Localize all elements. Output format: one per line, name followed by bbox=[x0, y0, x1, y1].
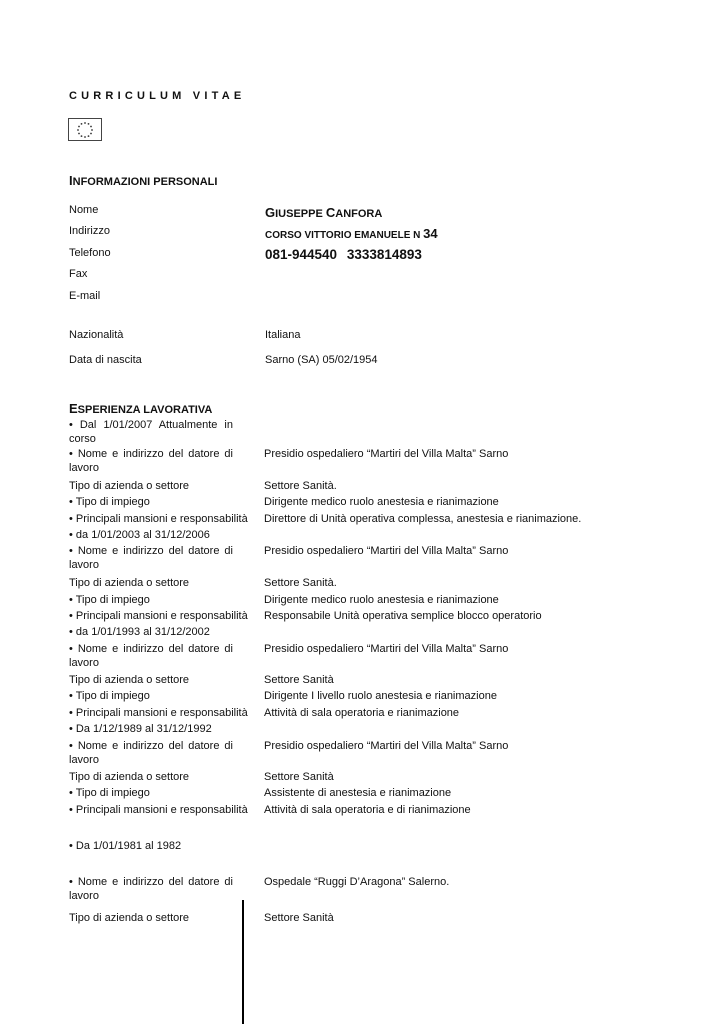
experience-value: Presidio ospedaliero “Martiri del Villa Malta” Sarno bbox=[264, 545, 509, 557]
experience-value: Settore Sanità. bbox=[264, 577, 337, 589]
experience-label: • Principali mansioni e responsabilità bbox=[69, 610, 248, 622]
experience-label: • Dal 1/01/2007 Attualmente in corso bbox=[69, 419, 233, 445]
nazionalita-value: Italiana bbox=[265, 329, 301, 341]
indirizzo-value: CORSO VITTORIO EMANUELE N 34 bbox=[265, 226, 438, 241]
experience-label: • Da 1/12/1989 al 31/12/1992 bbox=[69, 723, 212, 735]
document-title: CURRICULUM VITAE bbox=[69, 90, 246, 102]
experience-value: Direttore di Unità operativa complessa, anestesia e rianimazione. bbox=[264, 513, 582, 525]
experience-value: Dirigente medico ruolo anestesia e rianimazione bbox=[264, 496, 499, 508]
experience-label: Tipo di azienda o settore bbox=[69, 912, 190, 924]
experience-value: Attività di sala operatoria e rianimazione bbox=[264, 707, 460, 719]
nascita-value: Sarno (SA) 05/02/1954 bbox=[265, 354, 378, 366]
eu-stars-icon bbox=[69, 119, 101, 140]
indirizzo-label: Indirizzo bbox=[69, 225, 110, 237]
experience-label: • Principali mansioni e responsabilità bbox=[69, 513, 248, 525]
experience-value: Presidio ospedaliero “Martiri del Villa Malta” Sarno bbox=[264, 643, 509, 655]
experience-value: Settore Sanità bbox=[264, 674, 334, 686]
fax-label: Fax bbox=[69, 268, 88, 280]
telefono-value: 081-944540 3333814893 bbox=[265, 247, 422, 262]
experience-label: • Nome e indirizzo del datore di lavoro bbox=[69, 876, 233, 902]
experience-value: Settore Sanità bbox=[264, 771, 334, 783]
experience-value: Settore Sanità. bbox=[264, 480, 337, 492]
telefono-label: Telefono bbox=[69, 247, 111, 259]
experience-value: Presidio ospedaliero “Martiri del Villa Malta” Sarno bbox=[264, 740, 509, 752]
eu-flag-icon bbox=[68, 118, 102, 141]
nome-value: GIUSEPPE CANFORA bbox=[265, 205, 383, 220]
experience-label: • Principali mansioni e responsabilità bbox=[69, 707, 248, 719]
section-heading-experience: ESPERIENZA LAVORATIVA bbox=[69, 401, 213, 416]
email-label: E-mail bbox=[69, 290, 101, 302]
experience-value: Ospedale “Ruggi D’Aragona” Salerno. bbox=[264, 876, 450, 888]
experience-label: Tipo di azienda o settore bbox=[69, 577, 190, 589]
experience-value: Presidio ospedaliero “Martiri del Villa Malta” Sarno bbox=[264, 448, 509, 460]
experience-label: Tipo di azienda o settore bbox=[69, 771, 190, 783]
experience-label: • Da 1/01/1981 al 1982 bbox=[69, 840, 182, 852]
experience-label: • da 1/01/1993 al 31/12/2002 bbox=[69, 626, 210, 638]
nascita-label: Data di nascita bbox=[69, 354, 142, 366]
experience-label: • Tipo di impiego bbox=[69, 690, 150, 702]
section-heading-personal: INFORMAZIONI PERSONALI bbox=[69, 173, 218, 188]
experience-label: • Principali mansioni e responsabilità bbox=[69, 804, 248, 816]
experience-label: • Nome e indirizzo del datore di lavoro bbox=[69, 545, 233, 571]
experience-label: • da 1/01/2003 al 31/12/2006 bbox=[69, 529, 210, 541]
experience-label: • Nome e indirizzo del datore di lavoro bbox=[69, 643, 233, 669]
nome-label: Nome bbox=[69, 204, 99, 216]
experience-label: Tipo di azienda o settore bbox=[69, 480, 190, 492]
experience-label: • Nome e indirizzo del datore di lavoro bbox=[69, 448, 233, 474]
experience-label: • Nome e indirizzo del datore di lavoro bbox=[69, 740, 233, 766]
experience-value: Settore Sanità bbox=[264, 912, 334, 924]
experience-label: Tipo di azienda o settore bbox=[69, 674, 190, 686]
experience-value: Attività di sala operatoria e di rianimazione bbox=[264, 804, 471, 816]
experience-label: • Tipo di impiego bbox=[69, 787, 150, 799]
experience-value: Dirigente I livello ruolo anestesia e rianimazione bbox=[264, 690, 497, 702]
column-divider-line bbox=[242, 900, 244, 1024]
experience-value: Assistente di anestesia e rianimazione bbox=[264, 787, 452, 799]
experience-value: Dirigente medico ruolo anestesia e rianimazione bbox=[264, 594, 499, 606]
nazionalita-label: Nazionalità bbox=[69, 329, 124, 341]
experience-value: Responsabile Unità operativa semplice blocco operatorio bbox=[264, 610, 542, 622]
experience-label: • Tipo di impiego bbox=[69, 496, 150, 508]
experience-label: • Tipo di impiego bbox=[69, 594, 150, 606]
